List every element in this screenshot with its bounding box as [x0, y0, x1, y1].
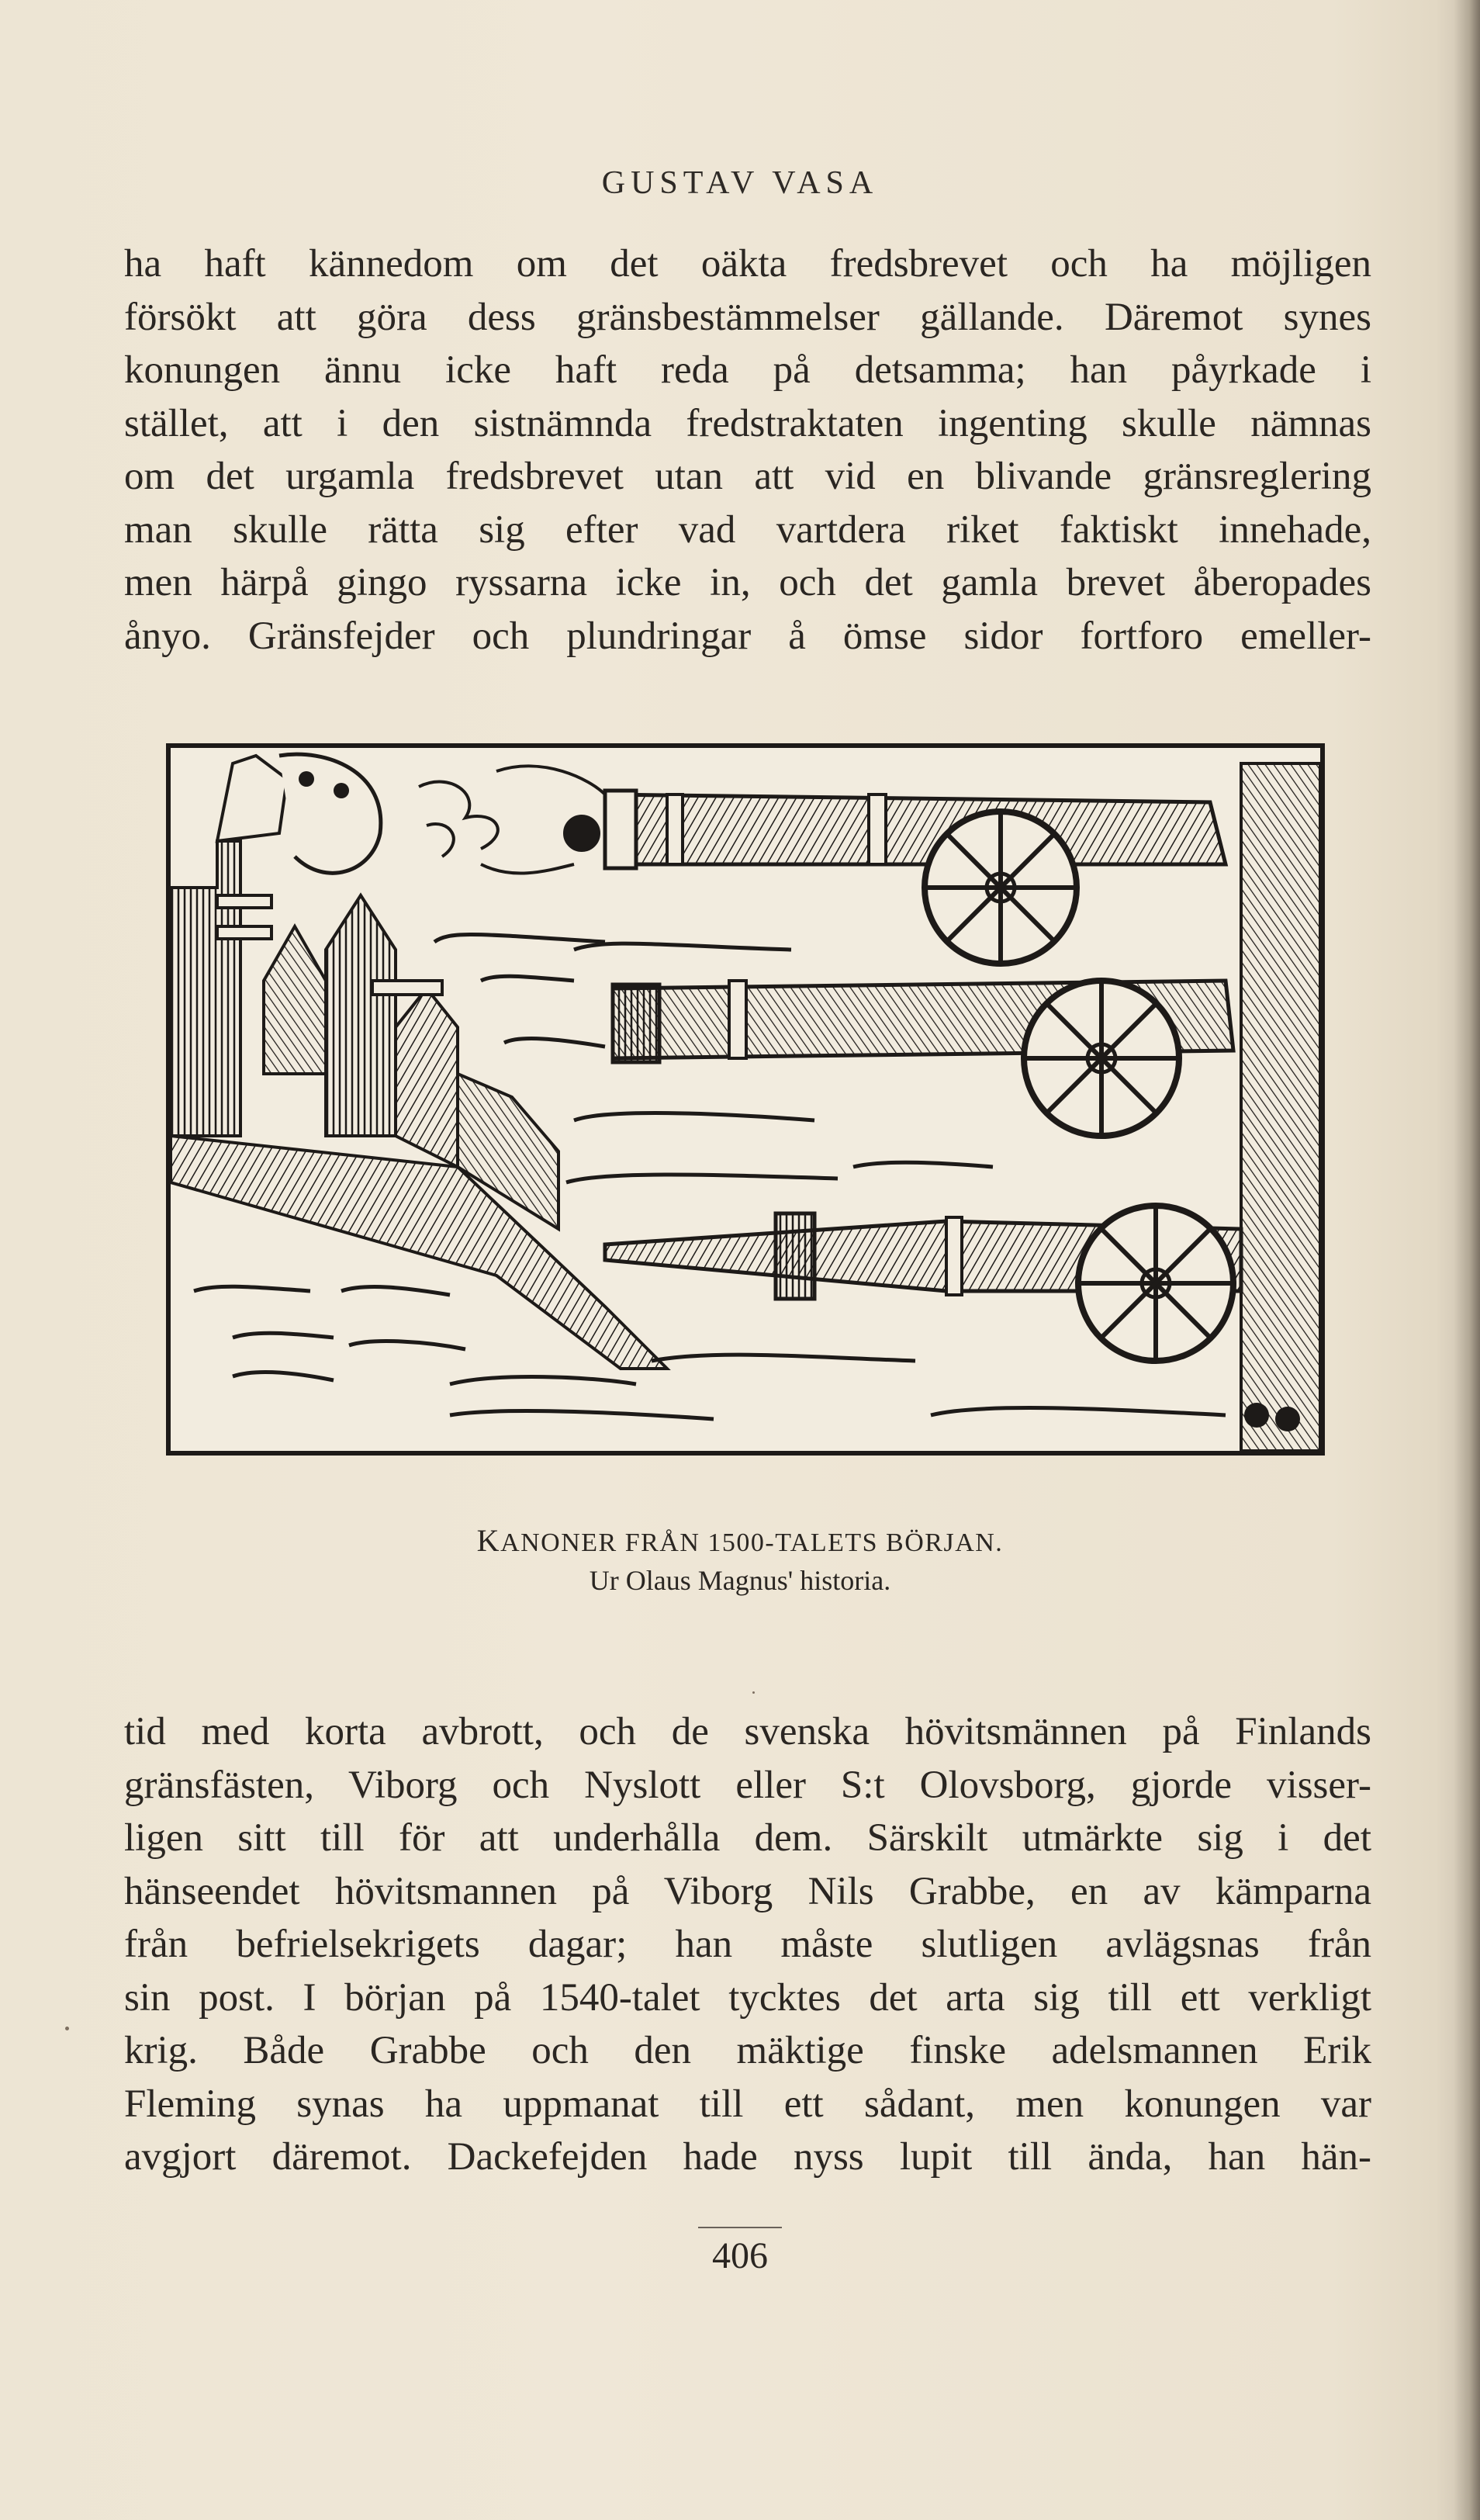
text-line: ha haft kännedom om det oäkta fredsbrevet och ha möjligen	[124, 242, 1371, 286]
text-line: gränsfästen, Viborg och Nyslott eller S:t Olovsborg, gjorde visser-	[124, 1763, 1371, 1807]
woodcut-illustration-cannons	[166, 743, 1325, 1456]
text-line: krig. Både Grabbe och den mäktige finske adelsmannen Erik	[124, 2029, 1371, 2072]
text-line: försökt att göra dess gränsbestämmelser gällande. Däremot synes	[124, 295, 1371, 339]
caption-initial: K	[476, 1523, 501, 1558]
text-line: avgjort däremot. Dackefejden hade nyss lupit till ända, han hän-	[124, 2135, 1371, 2179]
text-line: ånyo. Gränsfejder och plundringar å ömse sidor fortforo emeller-	[124, 614, 1371, 658]
page-edge-shadow	[1454, 0, 1480, 2520]
text-line: om det urgamla fredsbrevet utan att vid en blivande gränsreglering	[124, 455, 1371, 498]
text-line: Fleming synas ha uppmanat till ett sådant, men konungen var	[124, 2082, 1371, 2126]
running-head: GUSTAV VASA	[601, 165, 879, 201]
text-line: konungen ännu icke haft reda på detsamma; han påyrkade i	[124, 348, 1371, 392]
text-line: tid med korta avbrott, och de svenska hövitsmännen på Finlands	[124, 1710, 1371, 1753]
figure-caption-source: Ur Olaus Magnus' historia.	[589, 1565, 891, 1596]
text-line: stället, att i den sistnämnda fredstraktaten ingenting skulle nämnas	[124, 401, 1371, 445]
text-line: man skulle rätta sig efter vad vartdera riket faktiskt innehade,	[124, 507, 1371, 552]
caption-rest: ANONER FRÅN 1500-TALETS BÖRJAN.	[500, 1528, 1004, 1557]
text-line: från befrielsekrigets dagar; han måste slutligen avlägsnas från	[124, 1923, 1371, 1966]
text-line: ligen sitt till för att underhålla dem. Särskilt utmärkte sig i det	[124, 1816, 1371, 1860]
text-line: hänseendet hövitsmannen på Viborg Nils Grabbe, en av kämparna	[124, 1869, 1371, 1913]
soldiers-drawing	[1241, 763, 1320, 1451]
text-line: sin post. I början på 1540-talet tycktes det arta sig till ett verkligt	[124, 1975, 1371, 2020]
paragraph-bottom	[124, 1705, 1371, 2184]
text-line: men härpå gingo ryssarna icke in, och det gamla brevet åberopades	[124, 561, 1371, 604]
paragraph-top	[124, 237, 1371, 663]
page-number: 406	[712, 2235, 768, 2276]
figure-caption-title	[0, 1522, 1480, 1559]
paper-speck	[752, 1691, 755, 1694]
woodcut-image	[171, 748, 1320, 1451]
page-number-rule	[698, 2227, 782, 2228]
paper-speck	[65, 2027, 69, 2030]
